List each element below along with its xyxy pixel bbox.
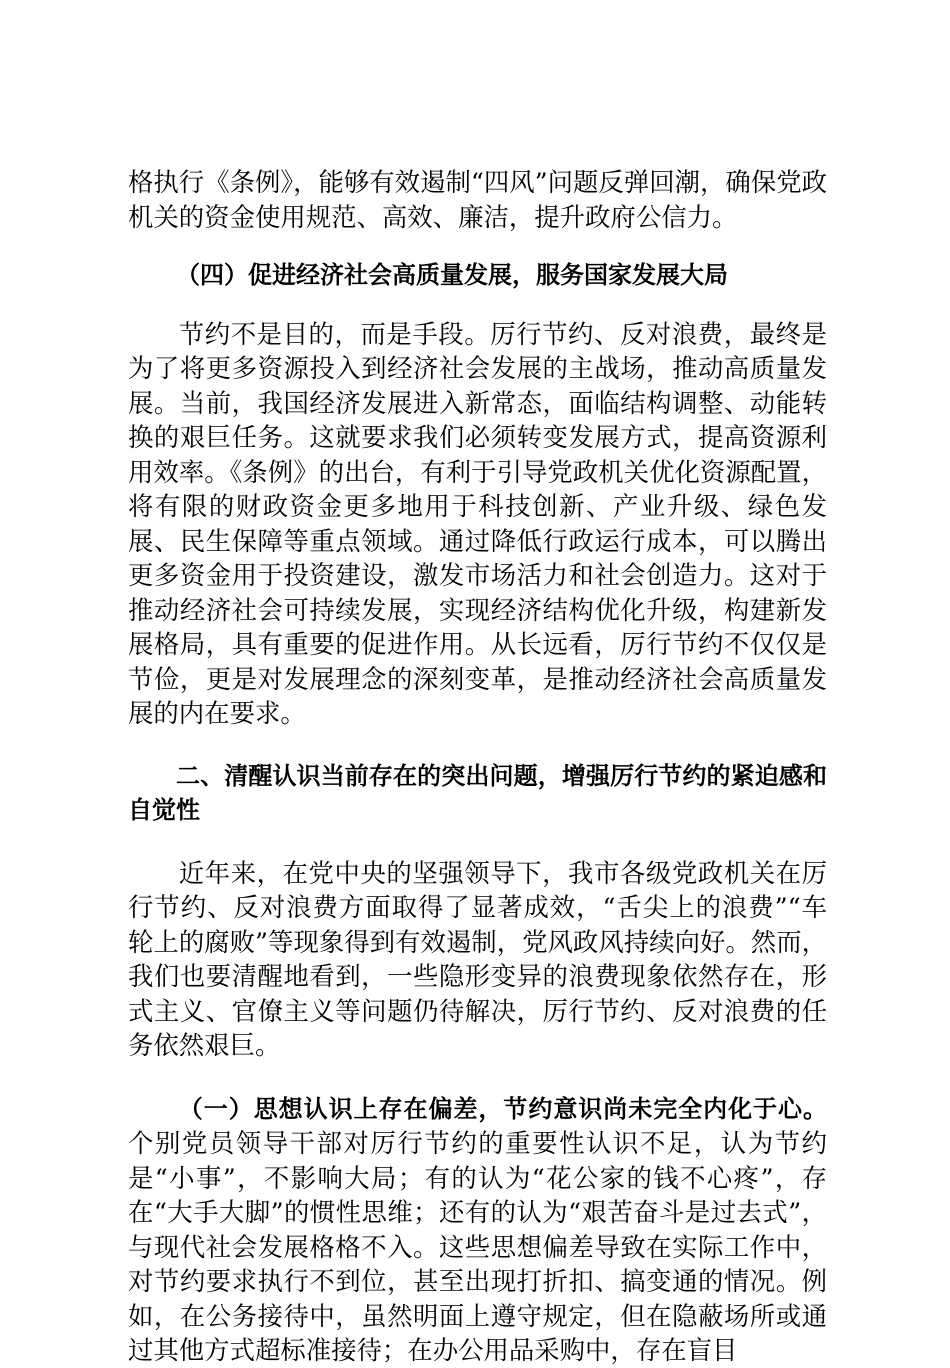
paragraph-section-two: 近年来，在党中央的坚强领导下，我市各级党政机关在厉行节约、反对浪费方面取得了显著成效，“舌尖上的浪费”“车轮上的腐败”等现象得到有效遏制，党风政风持续向好。然而，我们也要清醒地看到，一些隐形变异的浪费现象依然存在，形式主义、官僚主义等问题仍待解决，厉行节约、反对浪费的任务依然艰巨。: [128, 857, 827, 1060]
subheading-four: （四）促进经济社会高质量发展，服务国家发展大局: [176, 261, 728, 289]
paragraph-four: 节约不是目的，而是手段。厉行节约、反对浪费，最终是为了将更多资源投入到经济社会发展的主战场，推动高质量发展。当前，我国经济发展进入新常态，面临结构调整、动能转换的艰巨任务。这就要求我们必须转变发展方式，提高资源利用效率。《条例》的出台，有利于引导党政机关优化资源配置，将有限的财政资金更多地用于科技创新、产业升级、绿色发展、民生保障等重点领域。通过降低行政运行成本，可以腾出更多资金用于投资建设，激发市场活力和社会创造力。这对于推动经济社会可持续发展，实现经济结构优化升级，构建新发展格局，具有重要的促进作用。从长远看，厉行节约不仅仅是节俭，更是对发展理念的深刻变革，是推动经济社会高质量发展的内在要求。: [128, 318, 827, 728]
subheading-one: （一）思想认识上存在偏差，节约意识尚未完全内化于心。: [178, 1094, 827, 1123]
section-two-heading: 二、清醒认识当前存在的突出问题，增强厉行节约的紧迫感和自觉性: [128, 761, 827, 824]
paragraph-continuation: 格执行《条例》，能够有效遏制“四风”问题反弹回潮，确保党政机关的资金使用规范、高效、廉洁，提升政府公信力。: [128, 167, 827, 232]
paragraph-one: [128, 1091, 827, 1368]
paragraph-one-body: 个别党员领导干部对厉行节约的重要性认识不足，认为节约是“小事”，不影响大局；有的认为“花公家的钱不心疼”，存在“大手大脚”的惯性思维；还有的认为“艰苦奋斗是过去式”，与现代社会发展格格不入。这些思想偏差导致在实际工作中，对节约要求执行不到位，甚至出现打折扣、搞变通的情况。例如，在公务接待中，虽然明面上遵守规定，但在隐蔽场所或通过其他方式超标准接待；在办公用品采购中，存在盲目: [128, 1128, 827, 1365]
document-page: [128, 165, 827, 1368]
